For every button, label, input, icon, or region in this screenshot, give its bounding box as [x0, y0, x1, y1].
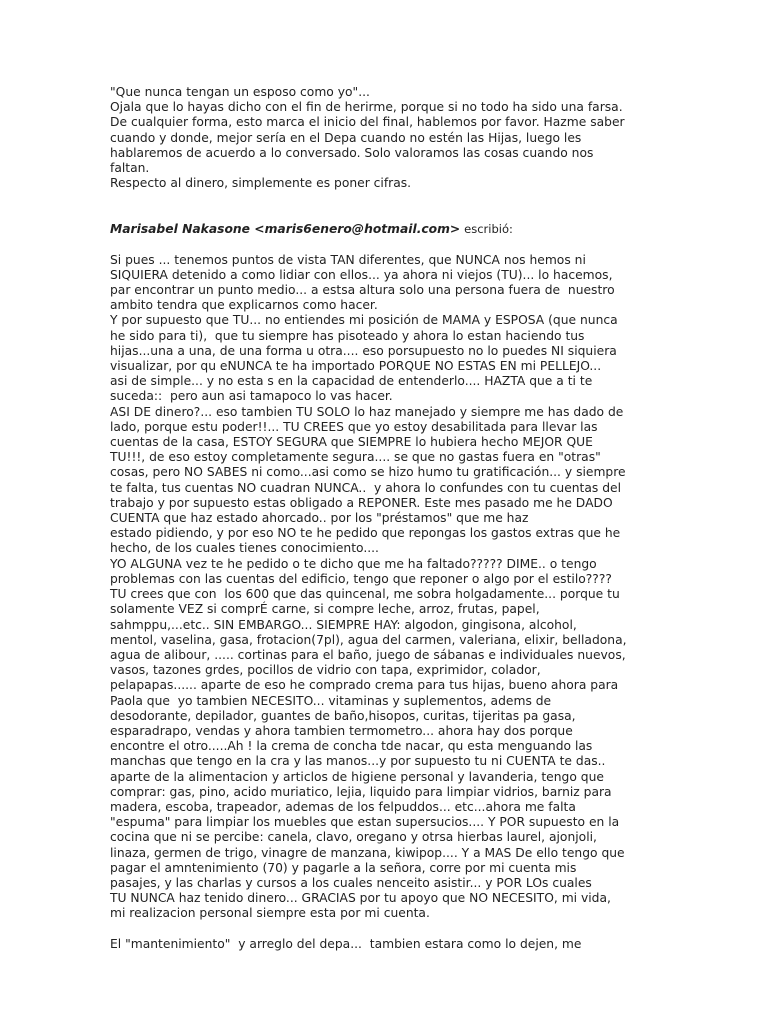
body-line: solamente VEZ si comprÉ carne, si compre leche, arroz, frutas, papel, [110, 602, 540, 617]
body-line: he sido para ti), que tu siempre has pisoteado y ahora lo estan haciendo tus [110, 328, 585, 343]
body-line: "espuma" para limpiar los muebles que estan supersucios.... Y POR supuesto en la [110, 815, 620, 830]
body-line: desodorante, depilador, guantes de baño,hisopos, curitas, tijeritas pa gasa, [110, 708, 576, 723]
body-line: El "mantenimiento" y arreglo del depa... tambien estara como lo dejen, me [110, 936, 582, 951]
body-line: visualizar, por qu eNUNCA te ha importado PORQUE NO ESTAS EN mi PELLEJO... [110, 359, 602, 374]
body-line: pagar el amntenimiento (70) y pagarle a la señora, corre por mi cuenta mis [110, 860, 577, 875]
body-line: te falta, tus cuentas NO cuadran NUNCA.. y ahora lo confundes con tu cuentas del [110, 480, 622, 495]
body-paragraph [110, 937, 760, 952]
body-line: manchas que tengo en la cra y las manos...y por supuesto tu ni CUENTA te das.. [110, 754, 606, 769]
body-line: Y por supuesto que TU... no entiendes mi posición de MAMA y ESPOSA (que nunca [110, 313, 618, 328]
quoted-reply-line: hablaremos de acuerdo a lo conversado. Solo valoramos las cosas cuando nos [110, 145, 594, 160]
body-line: pelapapas...... aparte de eso he comprado crema para tus hijas, bueno ahora para [110, 678, 619, 693]
wrote-label: escribió: [464, 222, 513, 237]
body-line: cosas, pero NO SABES ni como...asi como se hizo humo tu gratificación... y siempre [110, 465, 626, 480]
body-line: Paola que yo tambien NECESITO... vitaminas y suplementos, adems de [110, 693, 552, 708]
body-line: SIQUIERA detenido a como lidiar con ellos... ya ahora ni viejos (TU)... lo hacemos, [110, 267, 613, 282]
body-line: TU crees que con los 600 que das quincenal, me sobra holgadamente... porque tu [110, 587, 620, 602]
spacer [110, 191, 760, 222]
body-line: esparadrapo, vendas y ahora tambien termometro... ahora hay dos porque [110, 723, 573, 738]
body-line: suceda:: pero aun asi tamapoco lo vas hacer. [110, 389, 393, 404]
body-paragraph [110, 253, 760, 922]
body-line: estado pidiendo, y por eso NO te he pedido que repongas los gastos extras que he [110, 526, 621, 541]
body-line: ambito tendra que explicarnos como hacer. [110, 298, 378, 313]
body-line: asi de simple... y no esta s en la capacidad de entenderlo.... HAZTA que a ti te [110, 374, 593, 389]
body-line: cocina que ni se percibe: canela, clavo, oregano y otrsa hierbas laurel, ajonjoli, [110, 830, 597, 845]
body-line: comprar: gas, pino, acido muriatico, lejia, liquido para limpiar vidrios, barniz para [110, 784, 612, 799]
body-line: agua de alibour, ..... cortinas para el baño, juego de sábanas e individuales nuevos, [110, 647, 626, 662]
body-line: problemas con las cuentas del edificio, tengo que reponer o algo por el estilo???? [110, 571, 612, 586]
email-document [110, 85, 760, 952]
body-line: sahmppu,...etc.. SIN EMBARGO... SIEMPRE HAY: algodon, gingisona, alcohol, [110, 617, 577, 632]
quoted-reply-line: cuando y donde, mejor sería en el Depa cuando no estén las Hijas, luego les [110, 130, 582, 145]
body-line: linaza, germen de trigo, vinagre de manzana, kiwipop.... Y a MAS De ello tengo que [110, 845, 625, 860]
quoted-reply-line: "Que nunca tengan un esposo como yo"... [110, 85, 370, 99]
quoted-reply-line: De cualquier forma, esto marca el inicio del final, hablemos por favor. Hazme saber [110, 115, 625, 130]
body-line: mentol, vaselina, gasa, frotacion(7pl), agua del carmen, valeriana, elixir, belladona, [110, 632, 627, 647]
email-header [110, 222, 760, 237]
sender-name: Marisabel Nakasone <maris6enero@hotmail.com> [110, 222, 461, 237]
quoted-reply [110, 85, 760, 191]
body-line: YO ALGUNA vez te he pedido o te dicho que me ha faltado????? DIME.. o tengo [110, 556, 597, 571]
body-line: TU!!!, de eso estoy completamente segura.... se que no gastas fuera en "otras" [110, 450, 601, 465]
body-line: madera, escoba, trapeador, ademas de los felpuddos... etc...ahora me falta [110, 799, 576, 814]
body-line: CUENTA que haz estado ahorcado.. por los "préstamos" que me haz [110, 511, 529, 526]
body-line: lado, porque estu poder!!... TU CREES que yo estoy desabilitada para llevar las [110, 419, 598, 434]
quoted-reply-line: Respecto al dinero, simplemente es poner cifras. [110, 176, 412, 191]
body-line: trabajo y por supuesto estas obligado a REPONER. Este mes pasado me he DADO [110, 495, 613, 510]
body-line: TU NUNCA haz tenido dinero... GRACIAS por tu apoyo que NO NECESITO, mi vida, [110, 891, 611, 906]
body-line: hijas...una a una, de una forma u otra.... eso porsupuesto no lo puedes NI siquiera [110, 343, 617, 358]
body-line: ASI DE dinero?... eso tambien TU SOLO lo haz manejado y siempre me has dado de [110, 404, 624, 419]
quoted-reply-line: faltan. [110, 161, 150, 176]
body-line: encontre el otro.....Ah ! la crema de concha tde nacar, qu esta menguando las [110, 739, 593, 754]
body-line: mi realizacion personal siempre esta por mi cuenta. [110, 906, 430, 921]
body-line: par encontrar un punto medio... a estsa altura solo una persona fuera de nuestro [110, 283, 615, 298]
body-line: aparte de la alimentacion y articlos de higiene personal y lavanderia, tengo que [110, 769, 604, 784]
body-line: hecho, de los cuales tienes conocimiento.... [110, 541, 379, 556]
body-line: vasos, tazones grdes, pocillos de vidrio con tapa, exprimidor, colador, [110, 663, 541, 678]
body-line: cuentas de la casa, ESTOY SEGURA que SIEMPRE lo hubiera hecho MEJOR QUE [110, 435, 593, 450]
spacer [110, 922, 760, 937]
body-line: Si pues ... tenemos puntos de vista TAN diferentes, que NUNCA nos hemos ni [110, 252, 586, 267]
spacer [110, 238, 760, 253]
body-line: pasajes, y las charlas y cursos a los cuales nenceito asistir... y POR LOs cuales [110, 875, 592, 890]
quoted-reply-line: Ojala que lo hayas dicho con el fin de herirme, porque si no todo ha sido una farsa. [110, 100, 623, 115]
